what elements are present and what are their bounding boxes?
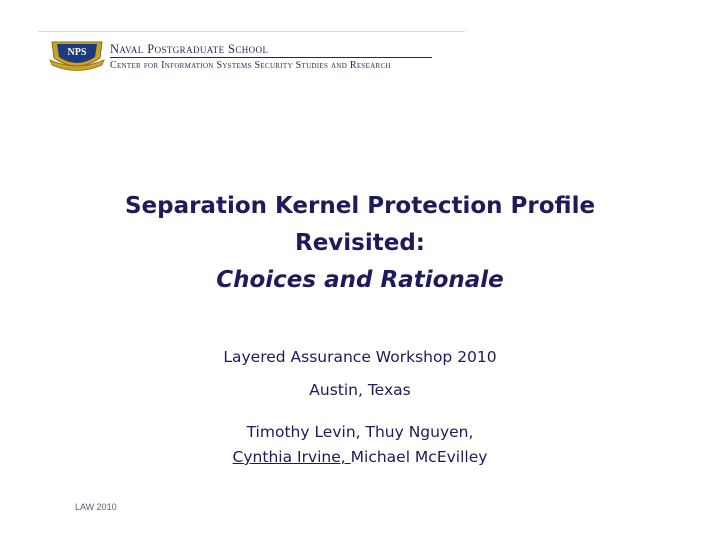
authors-line-2 (0, 448, 720, 466)
authors-line-1: Timothy Levin, Thuy Nguyen, (246, 423, 474, 441)
nps-logo (48, 38, 106, 72)
slide-title (60, 188, 660, 299)
author-rest: Michael McEvilley (350, 448, 488, 466)
organization-header (110, 42, 432, 71)
school-name: Naval Postgraduate School (110, 42, 269, 56)
workshop-name: Layered Assurance Workshop 2010 (223, 348, 497, 366)
author-link[interactable]: Cynthia Irvine, (232, 448, 351, 466)
org-rule (110, 57, 432, 58)
footer-label: LAW 2010 (75, 502, 117, 512)
event-location: Austin, Texas (309, 381, 411, 399)
title-subtitle: Choices and Rationale (216, 267, 504, 293)
title-line-1: Separation Kernel Protection Profile (124, 193, 596, 219)
logo-text: NPS (67, 47, 87, 58)
header-divider (38, 31, 465, 32)
title-line-2: Revisited: (294, 230, 425, 256)
center-name: Center for Information Systems Security Studies and Research (110, 60, 391, 71)
